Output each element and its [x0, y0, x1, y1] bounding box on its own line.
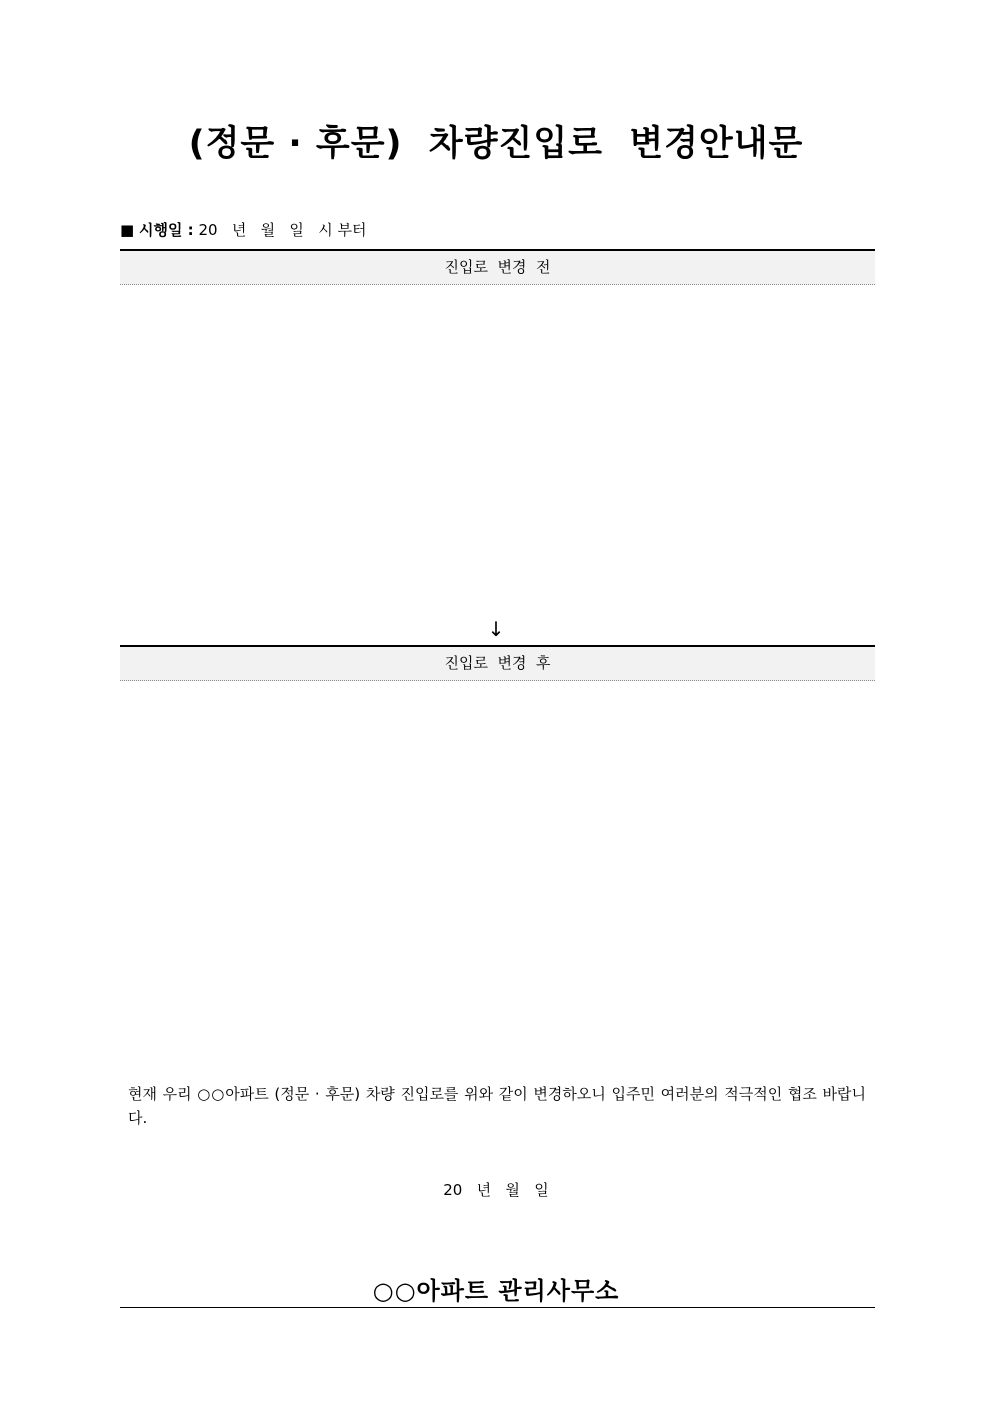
notice-paragraph: 현재 우리 ○○아파트 (정문 · 후문) 차량 진입로를 위와 같이 변경하오니 입주민 여러분의 적극적인 협조 바랍니다. [128, 1085, 866, 1127]
section-after-change [120, 645, 875, 1041]
square-bullet-icon: ■ [120, 221, 135, 239]
effective-date-value: 20 년 월 일 시 부터 [198, 221, 367, 239]
section-after-header: 진입로 변경 후 [120, 645, 875, 681]
effective-date-label: 시행일 : [138, 221, 194, 239]
management-office-name: ○○아파트 관리사무소 [372, 1277, 620, 1305]
issue-date: 20 년 월 일 [443, 1181, 549, 1199]
section-before-header: 진입로 변경 전 [120, 249, 875, 285]
down-arrow-icon: ↓ [487, 617, 505, 641]
section-after-content-area [120, 681, 875, 1041]
document-title: (정문 · 후문) 차량진입로 변경안내문 [188, 124, 804, 164]
effective-date-line [120, 219, 366, 240]
section-before-content-area [120, 285, 875, 620]
section-before-change [120, 249, 875, 620]
office-underline [120, 1307, 875, 1308]
